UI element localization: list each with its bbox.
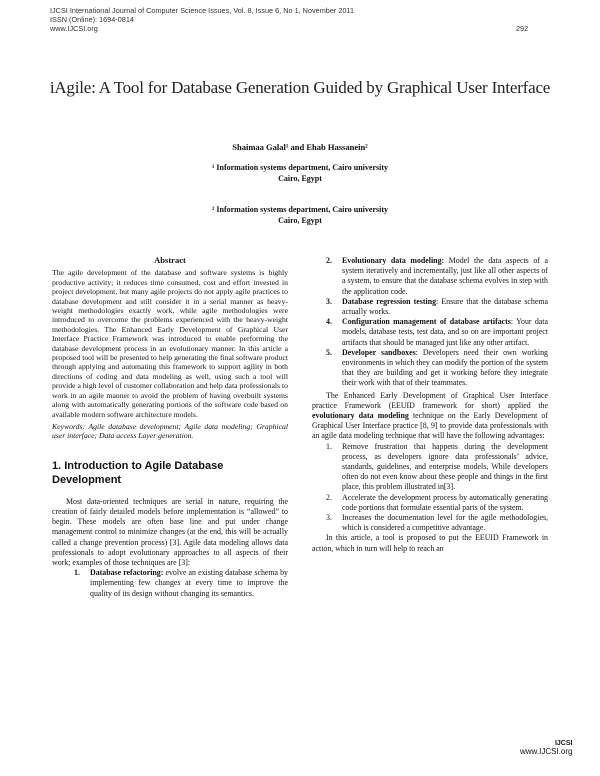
section-1-body xyxy=(52,497,288,599)
list-item-text: Model the data aspects of a system iteratively and incrementally, just like all other aspects of a system, to ensure that the database schema evolves in step with the application code. xyxy=(342,256,548,296)
list-item-text: : Developers need their own working environments in which they can modify the portion of the system that they are building and get it working before they integrate their work with that of their teammates. xyxy=(342,347,548,388)
section-1-paragraph: Most data-oriented techniques are serial in nature, requiring the creation of fairly detailed models before implementation is “allowed” to begin. These models are often base line and put under change management control to minimize changes (at the end, this will be actually called a change prevention process) [3]. Agile data modeling allows data professionals to adopt evolutionary approaches to all aspects of their work; examples of those techniques are [3]: xyxy=(52,496,288,567)
list-item-term: Configuration management of database artifacts xyxy=(342,317,511,327)
footer-url: www.IJCSI.org xyxy=(520,747,573,756)
advantage-number: 1. xyxy=(326,441,332,451)
list-item-text: : Your data models, database tests, test data, and so on are important project artifacts that should be managed just like any other artifact. xyxy=(342,317,548,347)
list-item-term: Database refactoring: xyxy=(90,568,164,578)
footer xyxy=(520,740,572,756)
affiliation-1-line2: Cairo, Egypt xyxy=(278,174,322,183)
affiliation-2-line2: Cairo, Egypt xyxy=(278,216,322,225)
list-item-number: 1. xyxy=(74,568,80,578)
list-item-number: 2. xyxy=(326,256,332,265)
ijcsi-logo: IJCSI xyxy=(554,740,573,747)
affiliation-2 xyxy=(40,204,560,226)
advantage-item xyxy=(312,493,548,513)
running-header xyxy=(50,6,354,33)
abstract-heading: Abstract xyxy=(154,255,186,265)
left-column xyxy=(52,256,288,599)
list-item xyxy=(52,568,288,599)
advantage-item xyxy=(312,513,548,533)
journal-name: IJCSI International Journal of Computer Science Issues, Vol. 8, Issue 6, No 1, November 2011 xyxy=(50,6,355,15)
list-item-term: Database regression testing xyxy=(342,296,437,306)
section-1-heading: 1. Introduction to Agile Database Development xyxy=(52,459,224,486)
list-item-text: evolve an existing database schema by implementing few changes at every time to improve the quality of its design without changing its semantics. xyxy=(90,568,289,598)
affiliation-1-line1: ¹ Information systems department, Cairo university xyxy=(211,163,388,172)
advantage-item xyxy=(312,442,548,493)
list-item xyxy=(312,256,548,297)
closing-paragraph: In this article, a tool is proposed to put the EEUID Framework in action, which in turn will help to reach an xyxy=(312,533,548,553)
list-item-number: 5. xyxy=(326,347,332,357)
page-number: 292 xyxy=(516,24,529,33)
framework-paragraph: The Enhanced Early Development of Graphical User Interface practice Framework (EEUID framework for short) applied the evolutionary data modeling technique on the Early Development of Graphical User Interface practice [8, 9] to provide data professionals with an agile data modeling technique that will have the following advantages: xyxy=(312,390,548,441)
advantage-text: Accelerate the development process by automatically generating code portions that formulate essential parts of the system. xyxy=(342,492,548,512)
list-item-term: Evolutionary data modeling: xyxy=(342,256,445,265)
list-item xyxy=(312,348,548,389)
affiliation-1 xyxy=(40,162,560,184)
list-item-number: 4. xyxy=(326,317,332,327)
issn: ISSN (Online): 1694-0814 xyxy=(50,15,134,24)
list-item-term: Developer sandboxes xyxy=(342,347,416,357)
abstract-text: The agile development of the database and software systems is highly productive activity; it reduces time consumed, cost and effort invested in project development, but many agile projects do not apply agile practices to database development and still consider it in a serial manner as heavy-weight methodologies exactly work, while agile methodologies were introduced to overcome the problems experienced with the heavy-weight methodologies. The Enhanced Early Development of Graphical User Interface Practice Framework was introduced to enable performing the database development process in an evolutionary manner. In this article a proposed tool will be presented to help generating the final software product through applying and automating this framework to support agility in both directions of coding and data modeling as well, using such a tool will provide a high level of customer collaboration and help data professionals to work in an agile manner to avoid the problem of having overbuilt systems along with automatically generating portions of the software code based on available modern software architecture models. xyxy=(52,268,288,419)
advantage-text: Remove frustration that happens during the development process, as developers ignore data professionals’ advice, standards, guidelines, and enterprise models, While developers often do not even know about these people and things in the first place, this problem illustrated in[3]. xyxy=(342,441,548,492)
advantage-number: 3. xyxy=(326,513,332,523)
right-column xyxy=(312,256,548,554)
advantage-number: 2. xyxy=(326,492,332,502)
list-item-number: 3. xyxy=(326,296,332,306)
list-item-text: : Ensure that the database schema actually works. xyxy=(342,296,549,317)
authors: Shaimaa Galal¹ and Ehab Hassanein² xyxy=(232,142,368,152)
keywords: Keywords: Agile database development; Agile data modeling; Graphical user interface; Data access Layer generation. xyxy=(52,421,288,441)
list-item xyxy=(312,317,548,348)
advantage-text: Increases the documentation level for the agile methodologies, which is considered a competitive advantage. xyxy=(342,513,548,533)
journal-url: www.IJCSI.org xyxy=(50,24,98,33)
bold-term: evolutionary data modeling xyxy=(312,411,409,421)
affiliation-2-line1: ² Information systems department, Cairo university xyxy=(211,205,388,214)
paper-title: iAgile: A Tool for Database Generation Guided by Graphical User Interface xyxy=(49,78,551,97)
list-item xyxy=(312,297,548,317)
